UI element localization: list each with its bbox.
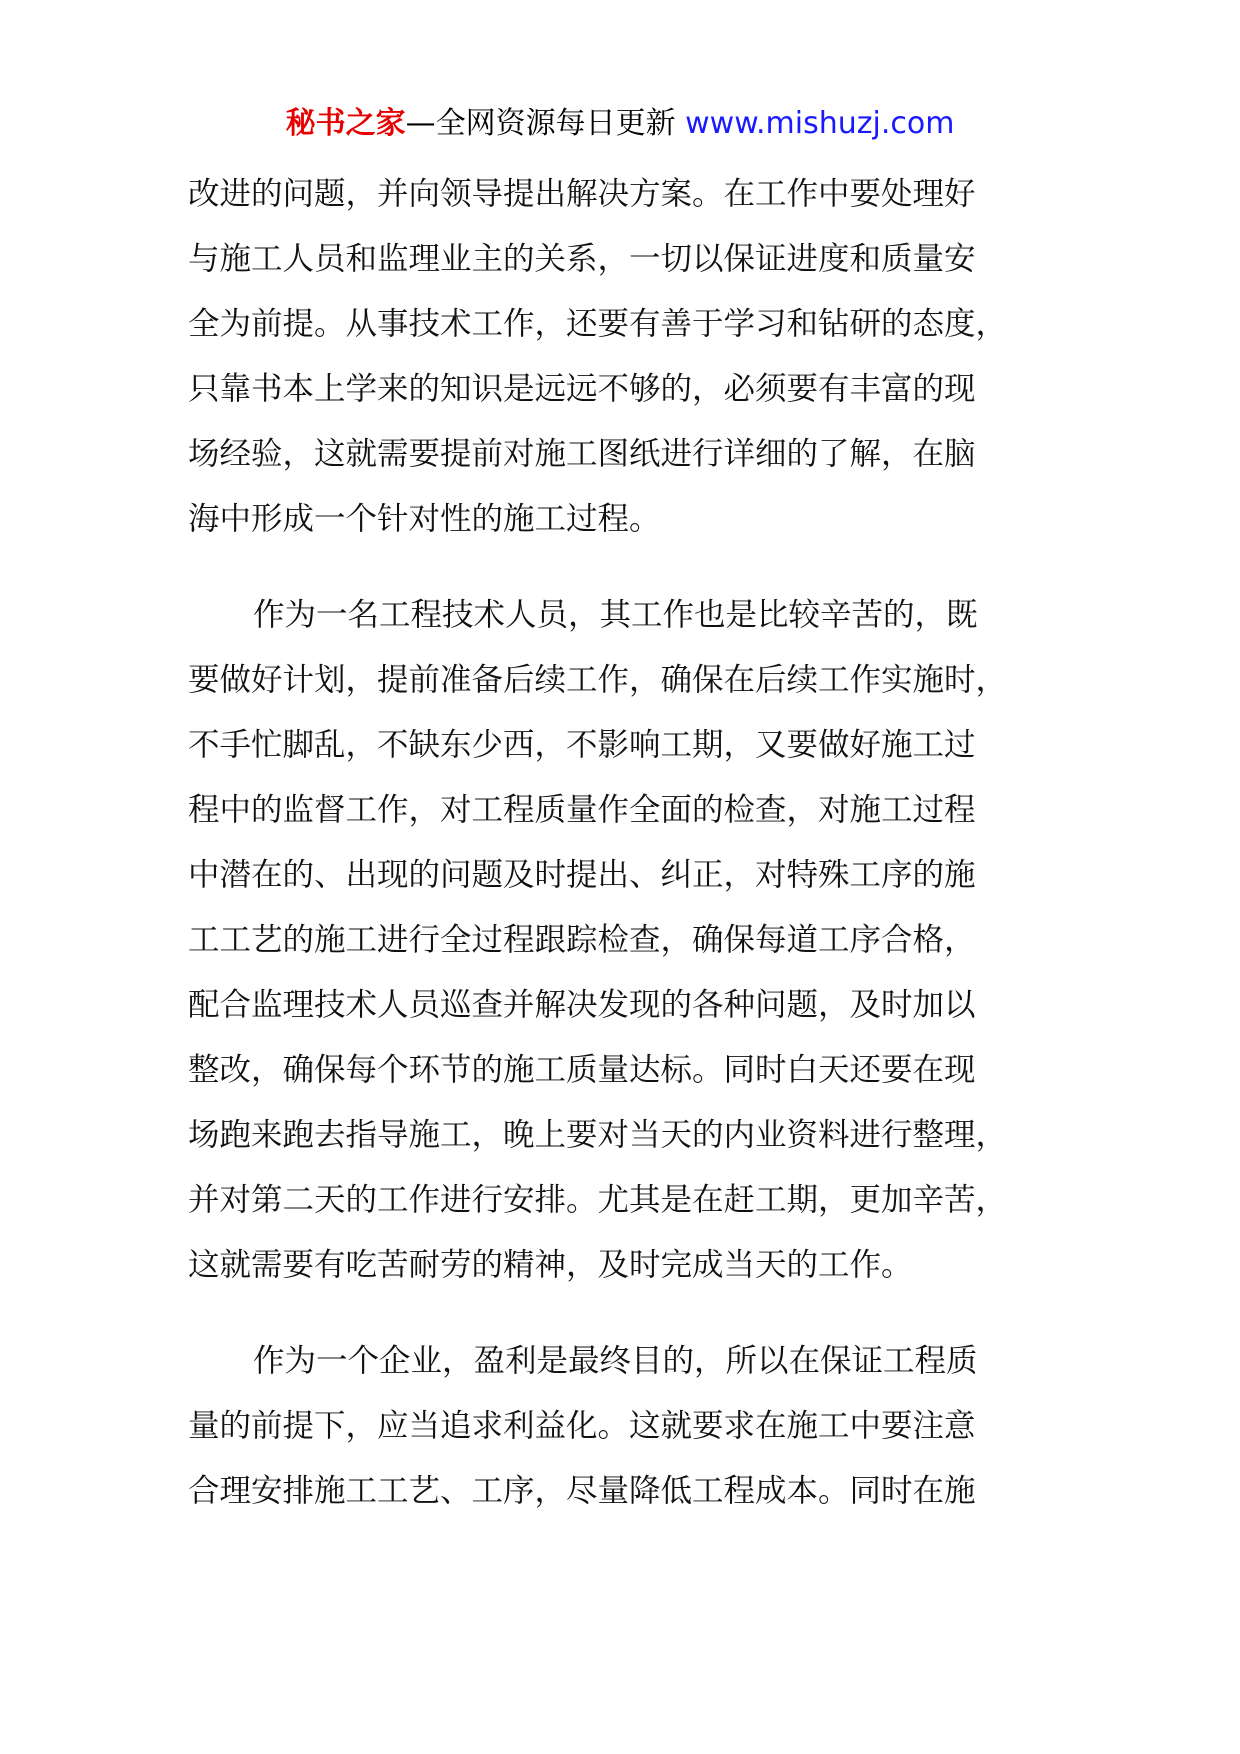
text-line: 作为一名工程技术人员，其工作也是比较辛苦的，既 (253, 597, 978, 633)
text-line: 工工艺的施工进行全过程跟踪检查，确保每道工序合格， (188, 922, 976, 958)
text-line: 场跑来跑去指导施工，晚上要对当天的内业资料进行整理， (188, 1117, 1008, 1153)
text-line: 合理安排施工工艺、工序，尽量降低工程成本。同时在施 (188, 1473, 976, 1509)
site-url-link[interactable]: www.mishuzj.com (685, 106, 955, 141)
text-line: 场经验，这就需要提前对施工图纸进行详细的了解，在脑 (188, 436, 976, 472)
text-line: 只靠书本上学来的知识是远远不够的，必须要有丰富的现 (188, 371, 976, 407)
site-slogan: —全网资源每日更新 (405, 106, 686, 141)
text-line: 要做好计划，提前准备后续工作，确保在后续工作实施时， (188, 662, 1008, 698)
paragraph-spacer (188, 552, 1068, 583)
brand-name: 秘书之家 (285, 106, 406, 141)
text-line: 海中形成一个针对性的施工过程。 (188, 501, 661, 537)
text-line: 程中的监督工作，对工程质量作全面的检查，对施工过程 (188, 792, 976, 828)
text-line: 并对第二天的工作进行安排。尤其是在赶工期，更加辛苦， (188, 1182, 1008, 1218)
text-line: 改进的问题，并向领导提出解决方案。在工作中要处理好 (188, 176, 976, 212)
text-line: 整改，确保每个环节的施工质量达标。同时白天还要在现 (188, 1052, 976, 1088)
text-line: 全为前提。从事技术工作，还要有善于学习和钻研的态度， (188, 306, 1008, 342)
text-line: 中潜在的、出现的问题及时提出、纠正，对特殊工序的施 (188, 857, 976, 893)
text-line: 量的前提下，应当追求利益化。这就要求在施工中要注意 (188, 1408, 976, 1444)
paragraph (188, 162, 1068, 552)
paragraph (188, 1329, 1068, 1524)
site-header (0, 102, 1240, 146)
text-line: 不手忙脚乱，不缺东少西，不影响工期，又要做好施工过 (188, 727, 976, 763)
text-line: 与施工人员和监理业主的关系，一切以保证进度和质量安 (188, 241, 976, 277)
text-line: 作为一个企业，盈利是最终目的，所以在保证工程质 (253, 1343, 978, 1379)
text-line: 配合监理技术人员巡查并解决发现的各种问题，及时加以 (188, 987, 976, 1023)
document-body (188, 162, 1068, 1524)
paragraph-spacer (188, 1298, 1068, 1329)
paragraph (188, 583, 1068, 1298)
text-line: 这就需要有吃苦耐劳的精神，及时完成当天的工作。 (188, 1247, 913, 1283)
